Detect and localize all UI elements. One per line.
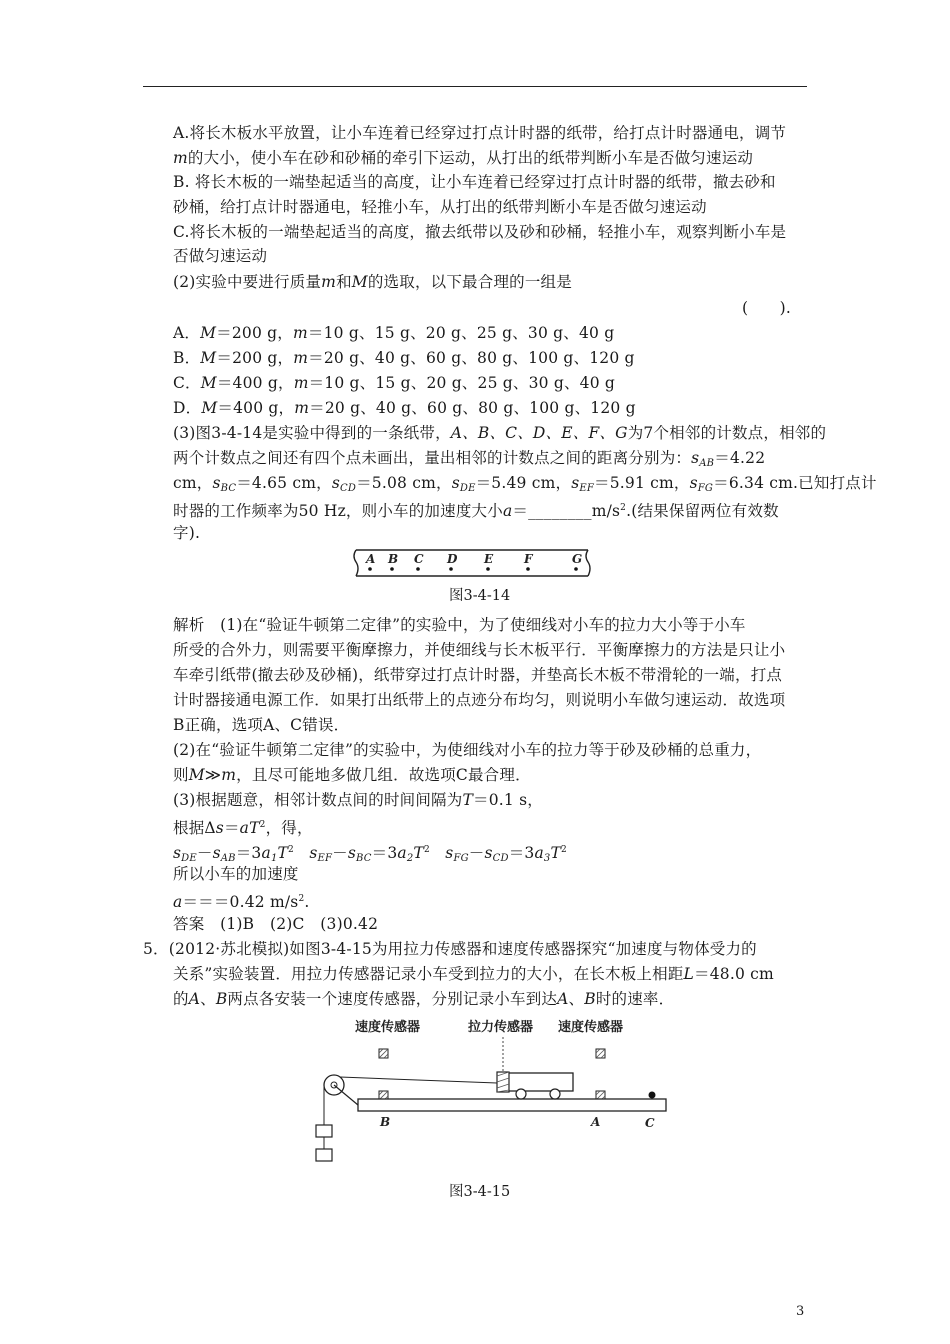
figure-3-4-14-caption: 图3-4-14 (449, 588, 511, 604)
q3-line3: cm，$s_{BC}=4.65$ cm，$s_{CD}=5.08$ cm，$s_{DE}=5.49$ cm，$s_{EF}=5.91$ cm，$s_{FG}=6.34$ cm.已知打点计 (173, 474, 877, 494)
tape-label-E: E (484, 552, 494, 566)
tape-label-G: G (572, 552, 583, 566)
tape-dot-E (486, 567, 490, 571)
label-B: B (380, 1115, 391, 1129)
q2-option-b: B．M＝200 g，m＝20 g、40 g、60 g、80 g、100 g、120 g (173, 349, 635, 367)
paper-tape-figure (350, 546, 600, 582)
label-A: A (591, 1115, 601, 1129)
force-sensor-label: 拉力传感器 (468, 1020, 534, 1035)
long-board (358, 1099, 666, 1111)
option-b-line2: 砂桶，给打点计时器通电，轻推小车，从打出的纸带判断小车是否做匀速运动 (173, 198, 707, 216)
option-c-line1: C.将长木板的一端垫起适当的高度，撤去纸带以及砂和砂桶，轻推小车，观察判断小车是 (173, 223, 787, 241)
tape-left-edge (354, 550, 358, 576)
q5-line2: 关系”实验装置．用拉力传感器记录小车受到拉力的大小，在长木板上相距L＝48.0 cm (173, 965, 774, 983)
solution-line3: 车牵引纸带(撤去砂及砂桶)，纸带穿过打点计时器，并垫高长木板不带滑轮的一端，打点 (173, 666, 783, 684)
tape-dot-A (368, 567, 372, 571)
tape-dot-G (574, 567, 578, 571)
solution-line9: 根据$\Delta s=aT^2$，得， (173, 819, 313, 837)
string-horizontal (340, 1077, 497, 1083)
answer-line: 答案 (1)B (2)C (3)0.42 (173, 915, 379, 933)
tape-label-D: D (447, 552, 458, 566)
tape-label-C: C (414, 552, 424, 566)
cart-wheel-left (516, 1089, 526, 1099)
option-a-line1: A.将长木板水平放置，让小车连着已经穿过打点计时器的纸带，给打点计时器通电，调节 (173, 124, 787, 142)
q2-option-c: C．M＝400 g，m＝10 g、15 g、20 g、25 g、30 g、40 g (173, 374, 616, 392)
tape-dot-F (526, 567, 530, 571)
tape-label-F: F (524, 552, 533, 566)
speed-sensor-label-left: 速度传感器 (355, 1020, 421, 1035)
option-b-line1: B. 将长木板的一端垫起适当的高度，让小车连着已经穿过打点计时器的纸带，撤去砂和 (173, 173, 776, 191)
page-number: 3 (796, 1304, 805, 1319)
q2-stem: (2)实验中要进行质量m和M的选取，以下最合理的一组是 (173, 273, 572, 291)
header-rule (143, 86, 807, 87)
tape-label-B: B (388, 552, 399, 566)
figure-3-4-15-caption: 图3-4-15 (449, 1184, 511, 1200)
cart (505, 1073, 573, 1091)
solution-line12: a＝＝＝0.42 $m/s^2$. (173, 893, 310, 911)
solution-line8: (3)根据题意，相邻计数点间的时间间隔为T＝0.1 s， (173, 791, 543, 809)
tape-dot-C (416, 567, 420, 571)
point-C-marker (649, 1092, 656, 1099)
solution-line5: B正确，选项A、C错误． (173, 716, 350, 734)
q2-answer-blank: ( ). (742, 299, 792, 317)
cart-wheel-right (550, 1089, 560, 1099)
tape-dot-B (390, 567, 394, 571)
q2-option-d: D．M＝400 g，m＝20 g、40 g、60 g、80 g、100 g、120 g (173, 399, 636, 417)
tape-right-edge (586, 550, 590, 576)
q3-line4: 时器的工作频率为50 Hz，则小车的加速度大小$a=\_\_\_\_\_\_\_\_m/s^2$.(结果保留两位有效数 (173, 502, 779, 520)
q3-line1: (3)图3-4-14是实验中得到的一条纸带，A、B、C、D、E、F、G为7个相邻的计数点，相邻的 (173, 424, 827, 442)
solution-line1: 解析 (1)在“验证牛顿第二定律”的实验中，为了使细线对小车的拉力大小等于小车 (173, 616, 746, 634)
q3-line2: 两个计数点之间还有四个点未画出，量出相邻的计数点之间的距离分别为：$s_{AB}=4.22$ (173, 449, 766, 469)
solution-line7: 则M≫m，且尽可能地多做几组．故选项C最合理． (173, 766, 531, 784)
hanging-weight-2 (316, 1149, 332, 1161)
q5-line3: 的A、B两点各安装一个速度传感器，分别记录小车到达A、B时的速率． (173, 990, 675, 1008)
hanging-weight-1 (316, 1125, 332, 1137)
solution-line11: 所以小车的加速度 (173, 865, 299, 883)
apparatus-figure (300, 1013, 680, 1173)
tape-dot-D (449, 567, 453, 571)
speed-sensor-label-right: 速度传感器 (558, 1020, 624, 1035)
solution-line4: 计时器接通电源工作．如果打出纸带上的点迹分布均匀，则说明小车做匀速运动．故选项 (173, 691, 786, 709)
q5-line1: 5．(2012·苏北模拟)如图3-4-15为用拉力传感器和速度传感器探究“加速度与物体受力的 (143, 940, 757, 958)
option-a-line2: m的大小，使小车在砂和砂桶的牵引下运动，从打出的纸带判断小车是否做匀速运动 (173, 149, 754, 167)
option-c-line2: 否做匀速运动 (173, 247, 268, 265)
q3-line5: 字). (173, 524, 201, 542)
q2-option-a: A．M＝200 g，m＝10 g、15 g、20 g、25 g、30 g、40 g (173, 324, 615, 342)
label-C: C (645, 1116, 655, 1130)
solution-line2: 所受的合外力，则需要平衡摩擦力，并使细线与长木板平行．平衡摩擦力的方法是只让小 (173, 641, 786, 659)
tape-label-A: A (366, 552, 376, 566)
solution-line6: (2)在“验证牛顿第二定律”的实验中，为使细线对小车的拉力等于砂及砂桶的总重力， (173, 741, 762, 759)
solution-equations: $s_{DE}-s_{AB}=3a_1T^2$ $s_{EF}-s_{BC}=3a_2T^2$ $s_{FG}-s_{CD}=3a_3T^2$ (173, 844, 567, 864)
